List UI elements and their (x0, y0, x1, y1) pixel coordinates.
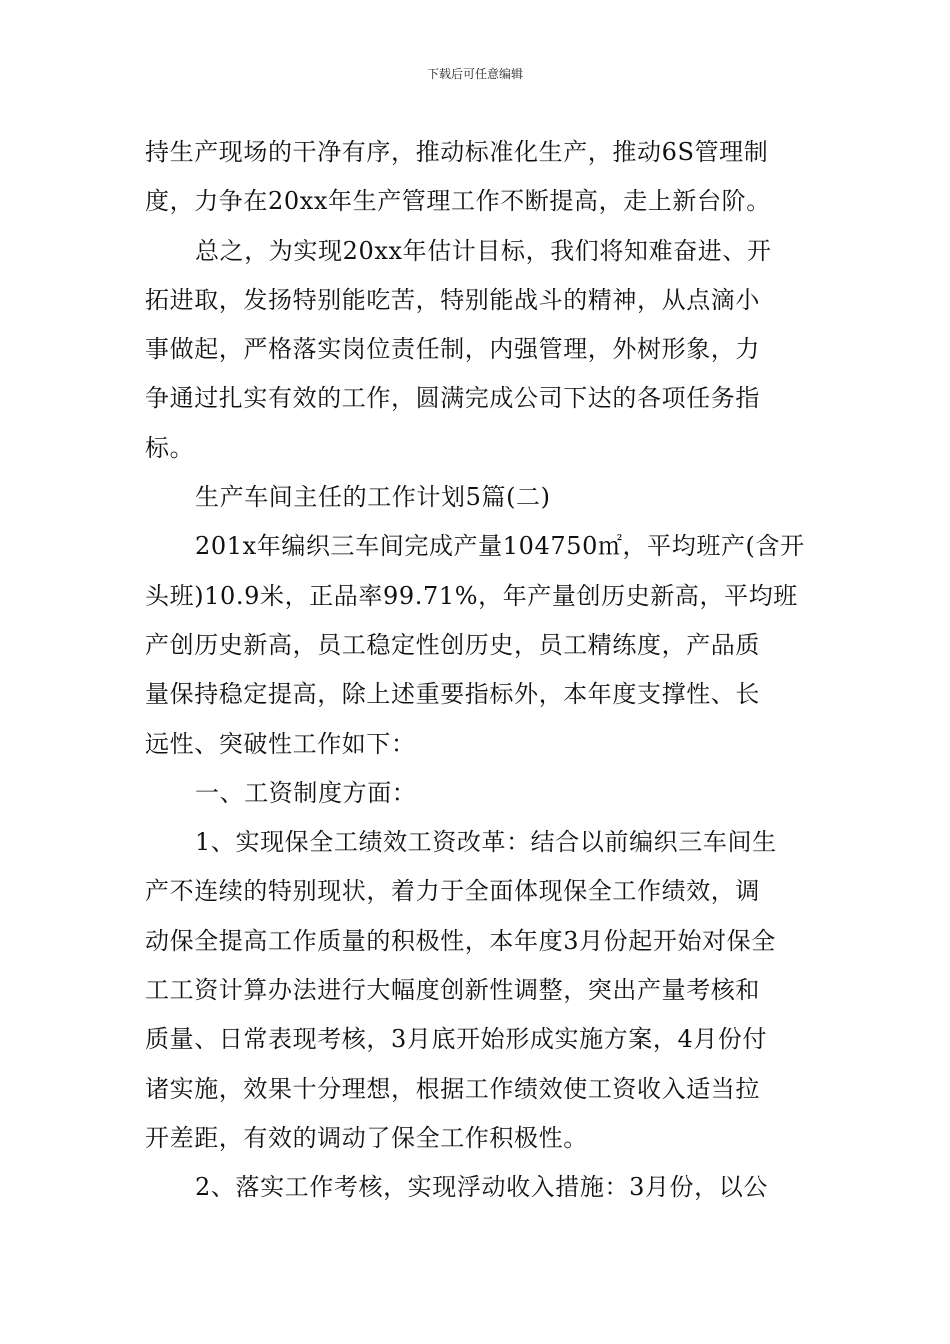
text-line: 事做起，严格落实岗位责任制，内强管理，外树形象，力 (145, 335, 760, 364)
text-line: 标。 (145, 433, 195, 462)
text-line: 产不连续的特别现状，着力于全面体现保全工作绩效，调 (145, 877, 760, 906)
text-line: 201x年编织三车间完成产量104750㎡，平均班产(含开 (195, 532, 805, 561)
text-line: 持生产现场的干净有序，推动标准化生产，推动6S管理制 (145, 138, 769, 166)
text-line: 工工资计算办法进行大幅度创新性调整，突出产量考核和 (145, 976, 760, 1005)
text-line: 生产车间主任的工作计划5篇(二) (195, 483, 551, 512)
text-line: 2、落实工作考核，实现浮动收入措施：3月份，以公 (195, 1173, 768, 1202)
text-line: 1、实现保全工绩效工资改革：结合以前编织三车间生 (195, 828, 777, 857)
text-line: 量保持稳定提高，除上述重要指标外，本年度支撑性、长 (145, 680, 760, 709)
page-header: 下载后可任意编辑 (426, 67, 523, 81)
document-body (145, 128, 807, 1213)
text-line: 度，力争在20xx年生产管理工作不断提高，走上新台阶。 (145, 187, 771, 216)
text-line: 动保全提高工作质量的积极性，本年度3月份起开始对保全 (145, 926, 776, 955)
text-line: 开差距，有效的调动了保全工作积极性。 (145, 1123, 588, 1152)
text-line: 产创历史新高，员工稳定性创历史，员工精练度，产品质 (145, 630, 760, 659)
text-line: 诸实施，效果十分理想，根据工作绩效使工资收入适当拉 (145, 1074, 760, 1103)
text-line: 头班)10.9米，正品率99.71%，年产量创历史新高，平均班 (145, 581, 798, 610)
text-line: 一、工资制度方面： (195, 778, 417, 807)
text-line: 争通过扎实有效的工作，圆满完成公司下达的各项任务指 (145, 384, 760, 413)
text-line: 远性、突破性工作如下： (145, 729, 416, 758)
text-line: 质量、日常表现考核，3月底开始形成实施方案，4月份付 (145, 1025, 768, 1054)
text-line: 总之，为实现20xx年估计目标，我们将知难奋进、开 (195, 236, 772, 265)
text-line: 拓进取，发扬特别能吃苦，特别能战斗的精神，从点滴小 (145, 285, 760, 314)
